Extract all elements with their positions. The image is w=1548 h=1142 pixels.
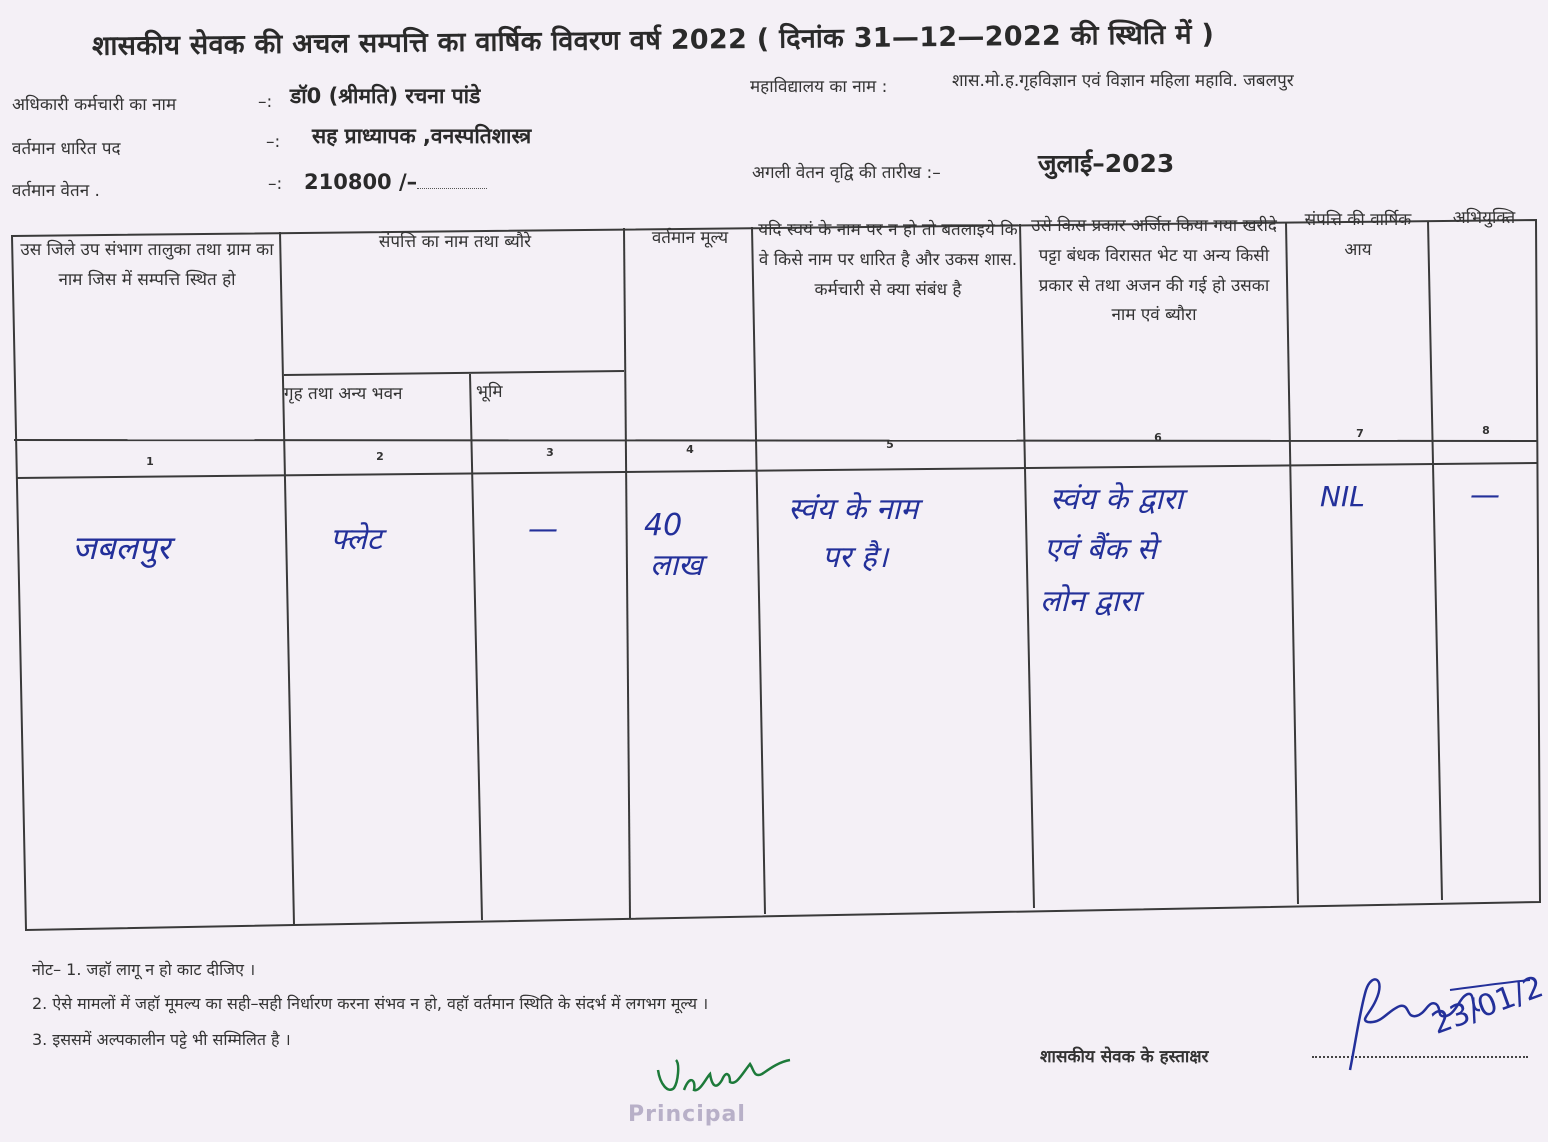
header-property: संपत्ति का नाम तथा ब्यौरे xyxy=(378,232,532,252)
header-remarks: अभियुक्ति xyxy=(1452,208,1516,228)
header-owner: यदि स्वयं के नाम पर न हो तो बतलाइये कि वे किसे नाम पर धारित है और उकस शास. कर्मचारी से क्या संबंध है xyxy=(758,220,1018,300)
col-number-7: 7 xyxy=(1356,427,1364,440)
signature-label: शासकीय सेवक के हस्ताक्षर xyxy=(1040,1047,1209,1067)
col-number-8: 8 xyxy=(1482,424,1490,437)
cell-remarks: — xyxy=(1470,478,1500,513)
college-label: महाविद्यालय का नाम : xyxy=(750,77,888,97)
col-number-2: 2 xyxy=(376,450,384,463)
header-location: उस जिले उप संभाग तालुका तथा ग्राम का नाम जिस में सम्पत्ति स्थित हो xyxy=(20,240,274,290)
col-number-3: 3 xyxy=(546,446,554,459)
increment-value: जुलाई–2023 xyxy=(1038,149,1175,178)
officer-name-value: डॉ0 (श्रीमति) रचना पांडे xyxy=(290,84,481,108)
cell-acquisition-line2: एवं बैंक से xyxy=(1044,532,1157,567)
post-label: वर्तमान धारित पद xyxy=(12,139,121,159)
college-value: शास.मो.ह.गृहविज्ञान एवं विज्ञान महिला महावि. जबलपुर xyxy=(952,71,1294,91)
header-land: भूमि xyxy=(476,382,503,402)
salary-sep: –: xyxy=(268,174,283,194)
col-number-4: 4 xyxy=(686,443,694,456)
increment-label: अगली वेतन वृद्वि की तारीख :– xyxy=(752,163,941,183)
col-number-5: 5 xyxy=(886,438,894,451)
principal-signature xyxy=(650,1034,810,1104)
officer-name-label: अधिकारी कर्मचारी का नाम xyxy=(12,95,177,115)
note-3: 3. इससमें अल्पकालीन पट्टे भी सम्मिलित है । xyxy=(32,1030,291,1049)
header-house: गृह तथा अन्य भवन xyxy=(284,384,403,404)
cell-owner-line2: पर है। xyxy=(822,540,889,575)
header-acquisition: उसे किस प्रकार अर्जित किया गया खरीदे पट्टा बंधक विरासत भेट या अन्य किसी प्रकार से तथा अजन की गई हो उसका नाम एवं ब्यौरा xyxy=(1031,216,1277,326)
signature-date: 23/01/2 xyxy=(1427,969,1548,1042)
cell-value-line1: 40 xyxy=(644,508,683,543)
header-value: वर्तमान मूल्य xyxy=(651,228,729,248)
salary-label: वर्तमान वेतन . xyxy=(12,181,100,201)
col-number-1: 1 xyxy=(146,455,154,468)
cell-income: NIL xyxy=(1320,480,1365,513)
note-1: नोट– 1. जहॉ लागू न हो काट दीजिए । xyxy=(32,960,256,979)
post-value: सह प्राध्यापक ,वनस्पतिशास्त्र xyxy=(312,124,532,148)
officer-name-sep: –: xyxy=(258,92,273,112)
header-income: संपत्ति की वार्षिक आय xyxy=(1304,210,1412,260)
cell-acquisition-line1: स्वंय के द्वारा xyxy=(1050,482,1183,517)
table-border xyxy=(12,220,1540,930)
cell-house: फ्लेट xyxy=(330,522,382,557)
cell-value-line2: लाख xyxy=(650,548,703,583)
salary-value: 210800 /– xyxy=(304,170,418,194)
cell-land: — xyxy=(528,512,558,547)
cell-location: जबलपुर xyxy=(72,528,170,567)
col-number-6: 6 xyxy=(1154,431,1162,444)
cell-acquisition-line3: लोन द्वारा xyxy=(1040,584,1140,619)
cell-owner-line1: स्वंय के नाम xyxy=(788,492,919,527)
form-title: शासकीय सेवक की अचल सम्पत्ति का वार्षिक विवरण वर्ष 2022 ( दिनांक 31—12—2022 की स्थिति में ) xyxy=(91,19,1215,62)
principal-stamp: Principal xyxy=(628,1102,746,1127)
note-2: 2. ऐसे मामलों में जहॉ मूमल्य का सही–सही निर्धारण करना संभव न हो, वहॉ वर्तमान स्थिति के संदर्भ में लगभग मूल्य । xyxy=(32,994,709,1013)
post-sep: –: xyxy=(266,132,281,152)
